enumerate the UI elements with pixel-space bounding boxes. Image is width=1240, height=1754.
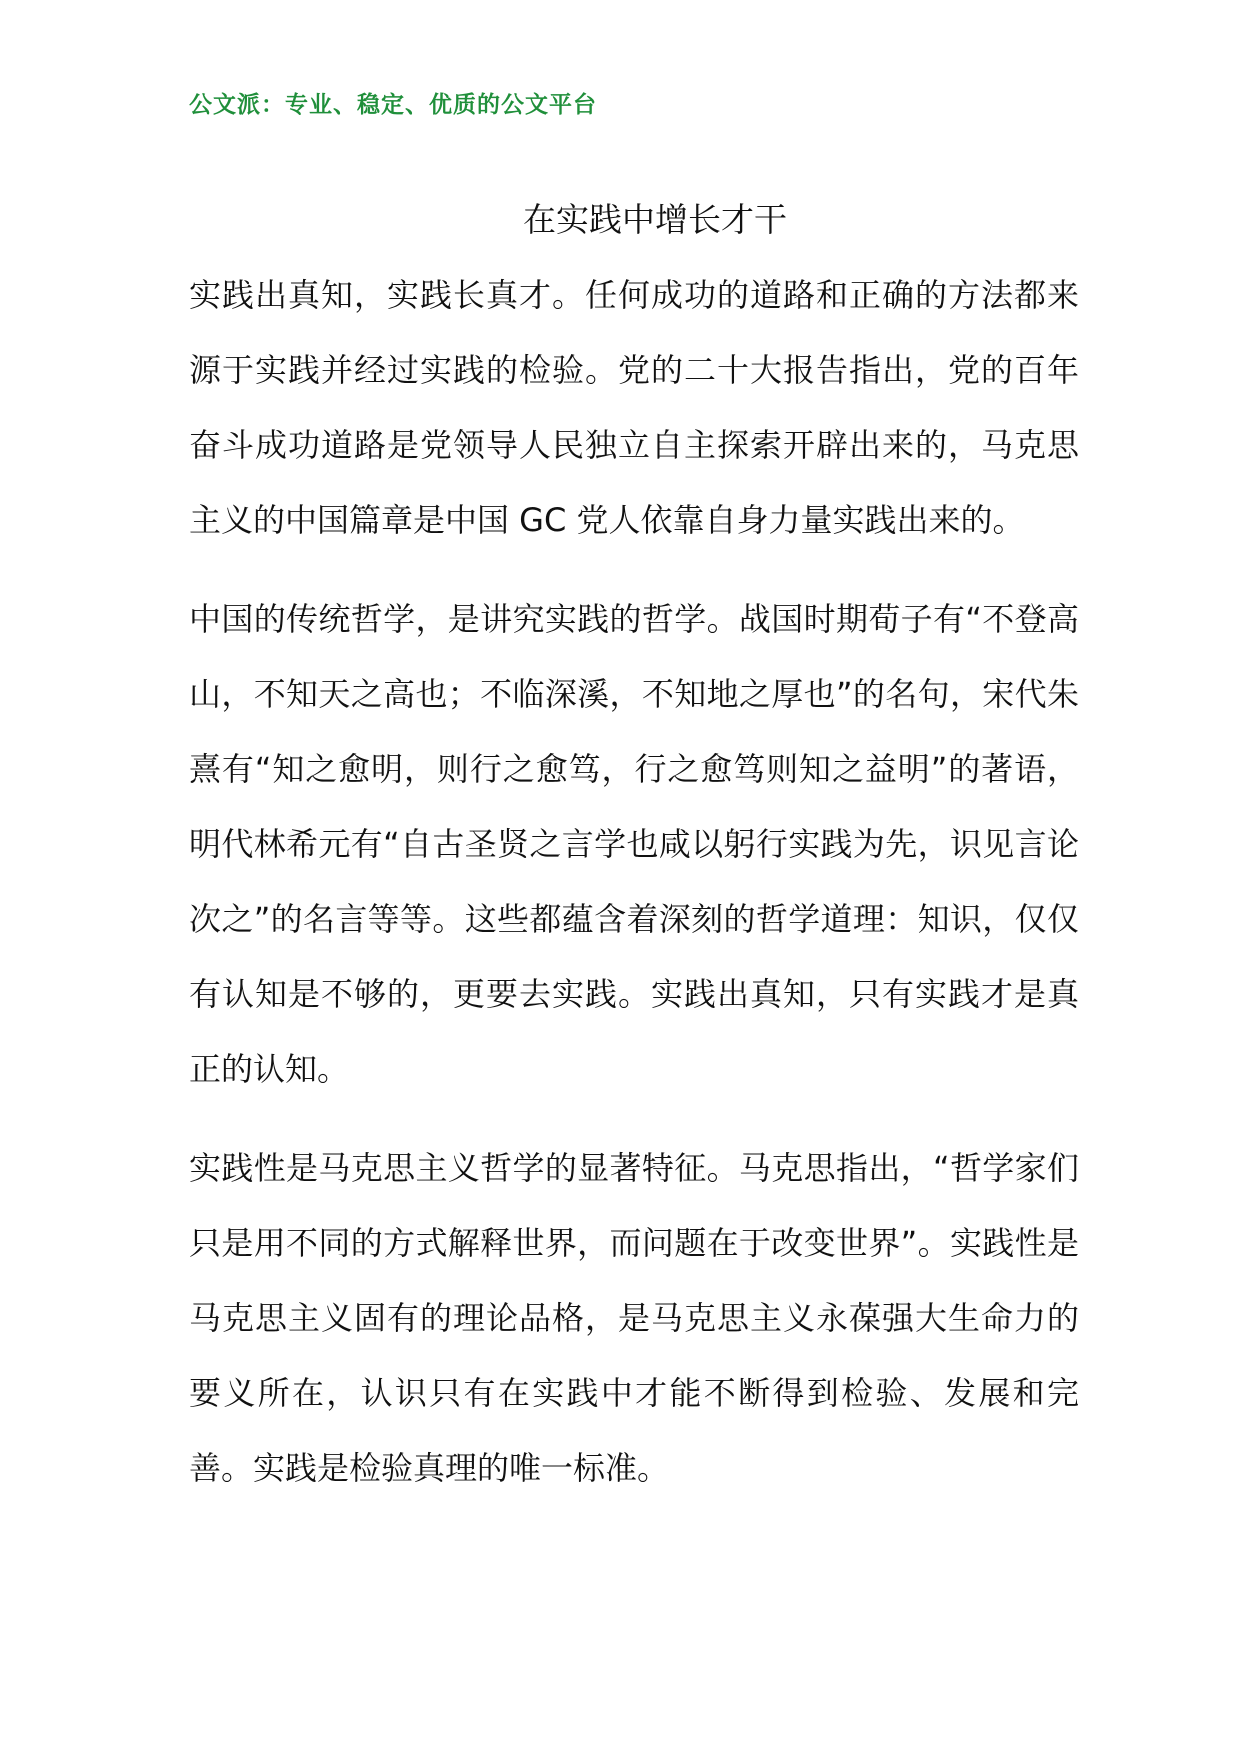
document-body <box>189 258 1079 1530</box>
paragraph-1: 实践出真知，实践长真才。任何成功的道路和正确的方法都来源于实践并经过实践的检验。党的二十大报告指出，党的百年奋斗成功道路是党领导人民独立自主探索开辟出来的，马克思主义的中国篇章是中国 GC 党人依靠自身力量实践出来的。 <box>189 276 1079 539</box>
site-tagline: 公文派：专业、稳定、优质的公文平台 <box>189 91 597 118</box>
document-title: 在实践中增长才干 <box>523 200 787 240</box>
paragraph-3: 实践性是马克思主义哲学的显著特征。马克思指出，“哲学家们只是用不同的方式解释世界，而问题在于改变世界”。实践性是马克思主义固有的理论品格，是马克思主义永葆强大生命力的要义所在，认识只有在实践中才能不断得到检验、发展和完善。实践是检验真理的唯一标准。 <box>189 1149 1079 1487</box>
paragraph-2: 中国的传统哲学，是讲究实践的哲学。战国时期荀子有“不登高山，不知天之高也；不临深溪，不知地之厚也”的名句，宋代朱熹有“知之愈明，则行之愈笃，行之愈笃则知之益明”的著语，明代林希元有“自古圣贤之言学也咸以躬行实践为先，识见言论次之”的名言等等。这些都蕴含着深刻的哲学道理：知识，仅仅有认知是不够的，更要去实践。实践出真知，只有实践才是真正的认知。 <box>189 600 1079 1088</box>
